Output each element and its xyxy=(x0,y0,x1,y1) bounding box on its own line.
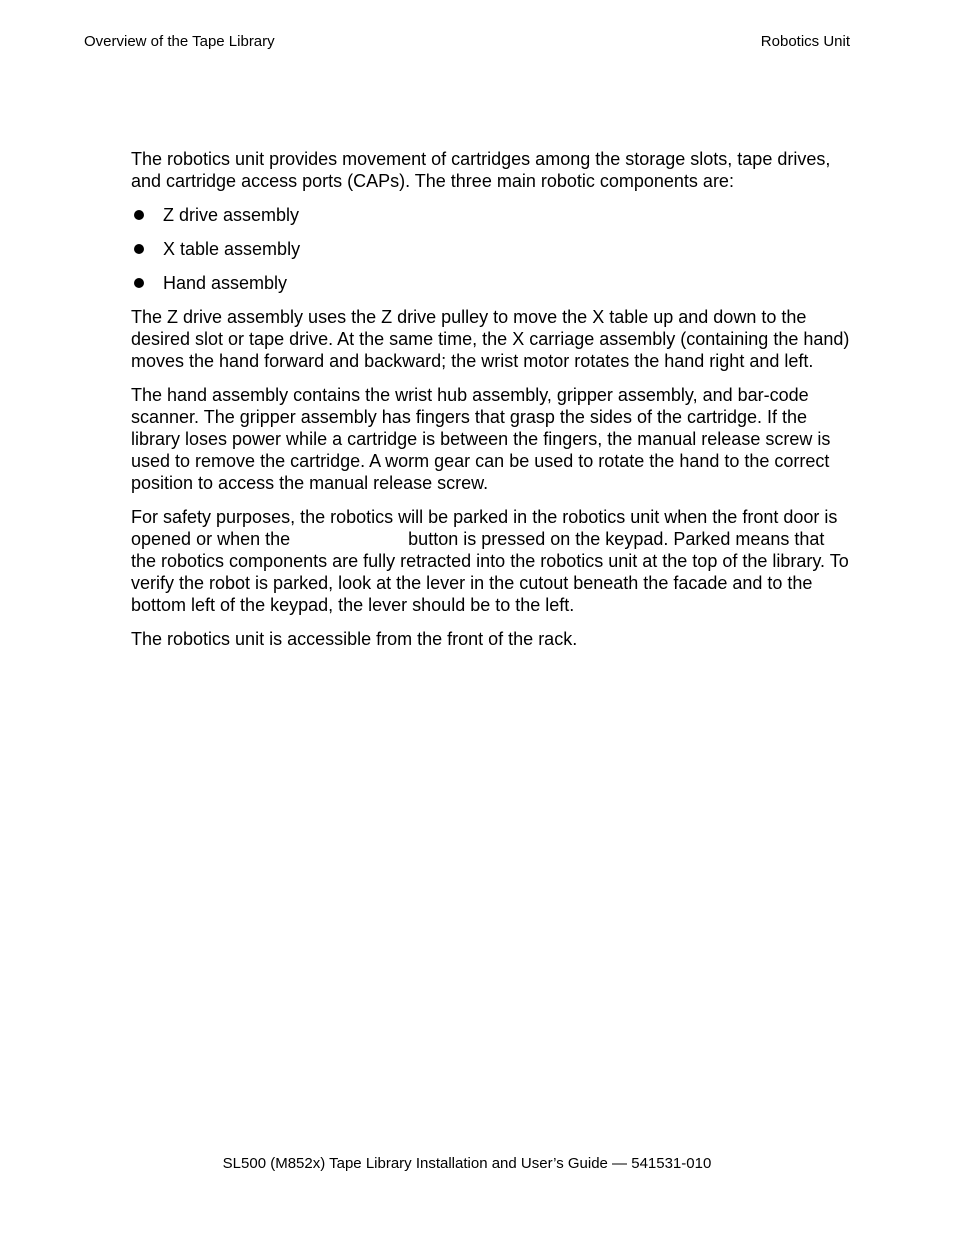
hand-assembly-paragraph: The hand assembly contains the wrist hub assembly, gripper assembly, and bar-code scanner. The gripper assembly has fingers that grasp the sides of the cartridge. If the library loses power while a cartridge is between the fingers, the manual release screw is used to remove the cartridge. A worm gear can be used to rotate the hand to the correct position to access the manual release screw. xyxy=(131,385,831,493)
z-drive-paragraph: The Z drive assembly uses the Z drive pulley to move the X table up and down to the desired slot or tape drive. At the same time, the X carriage assembly (containing the hand) moves the hand forward and backward; the wrist motor rotates the hand right and left. xyxy=(131,307,850,371)
missing-button-name-gap xyxy=(295,544,403,545)
safety-text-end: button is pressed on the keypad. Parked means that the robotics components are fully retracted into the robotics unit at the top of the library. To verify the robot is parked, look at the lever in the cutout beneath the facade and to the bottom left of the keypad, the lever should be to the left. xyxy=(131,529,849,615)
body-text xyxy=(131,148,851,662)
page-footer: SL500 (M852x) Tape Library Installation and User’s Guide — 541531-010 xyxy=(222,1155,712,1172)
intro-paragraph: The robotics unit provides movement of cartridges among the storage slots, tape drives, and cartridge access ports (CAPs). The three main robotic components are: xyxy=(131,149,831,191)
bullet-icon xyxy=(134,244,144,254)
list-item xyxy=(131,272,851,294)
list-item-label: X table assembly xyxy=(163,239,301,259)
list-item xyxy=(131,204,851,226)
safety-paragraph xyxy=(131,506,851,616)
list-item-label: Hand assembly xyxy=(163,273,288,293)
running-header-chapter: Overview of the Tape Library xyxy=(84,33,275,50)
access-paragraph: The robotics unit is accessible from the front of the rack. xyxy=(131,629,578,649)
running-header-section: Robotics Unit xyxy=(760,33,850,50)
bullet-icon xyxy=(134,210,144,220)
list-item xyxy=(131,238,851,260)
bullet-icon xyxy=(134,278,144,288)
list-item-label: Z drive assembly xyxy=(163,205,300,225)
component-list xyxy=(131,204,851,294)
safety-text-start: For safety purposes, the robotics will be parked in the robotics unit when the front door is opened or when the xyxy=(131,507,838,549)
